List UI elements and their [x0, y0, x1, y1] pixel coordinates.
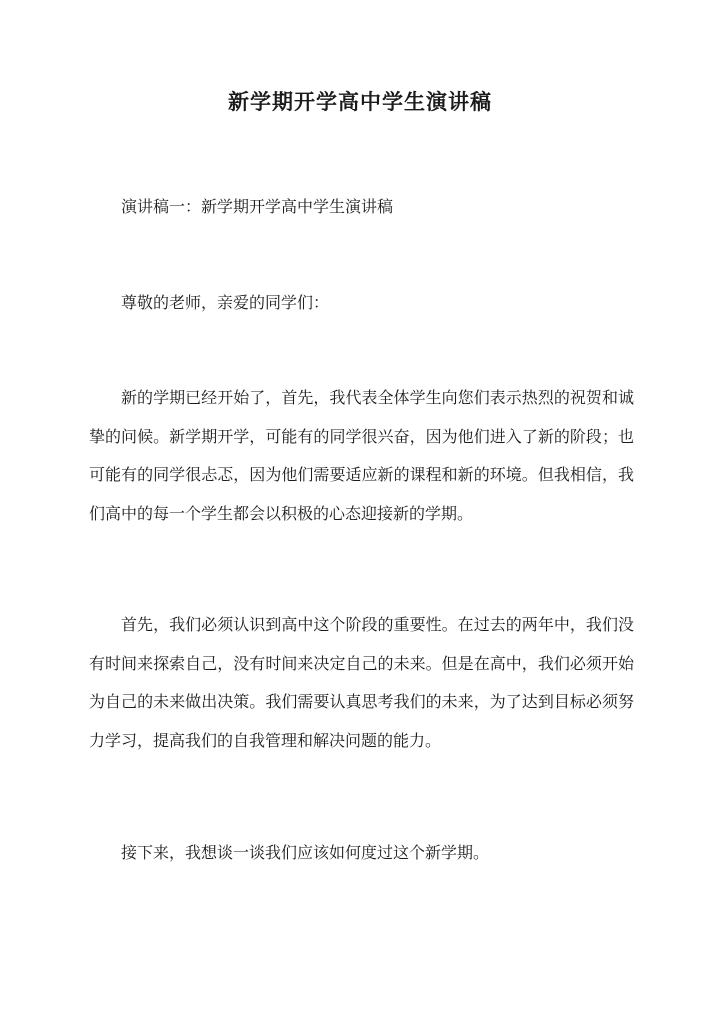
paragraph-transition: 接下来，我想谈一谈我们应该如何度过这个新学期。	[121, 843, 490, 862]
speech-subtitle: 演讲稿一：新学期开学高中学生演讲稿	[121, 197, 394, 216]
salutation: 尊敬的老师，亲爱的同学们：	[121, 293, 330, 312]
paragraph-opening: 新的学期已经开始了，首先，我代表全体学生向您们表示热烈的祝贺和诚挚的问候。新学期开学，可能有的同学很兴奋，因为他们进入了新的阶段；也可能有的同学很忐忑，因为他们需要适应新的课程和新的环境。但我相信，我们高中的每一个学生都会以积极的心态迎接新的学期。	[89, 388, 634, 523]
document-title: 新学期开学高中学生演讲稿	[228, 89, 492, 114]
paragraph-importance: 首先，我们必须认识到高中这个阶段的重要性。在过去的两年中，我们没有时间来探索自己，没有时间来决定自己的未来。但是在高中，我们必须开始为自己的未来做出决策。我们需要认真思考我们的未来，为了达到目标必须努力学习，提高我们的自我管理和解决问题的能力。	[89, 615, 634, 750]
